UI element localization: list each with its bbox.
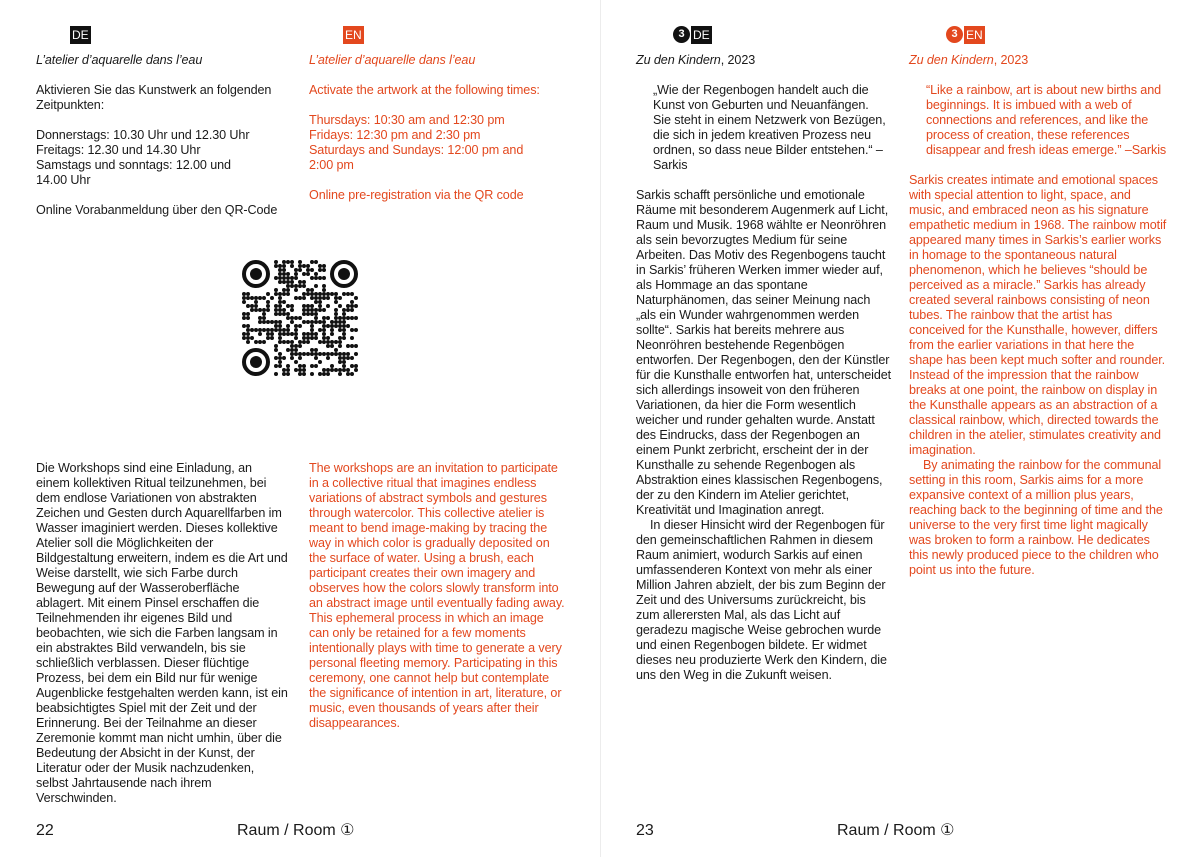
time-line: Saturdays and Sundays: 12:00 pm and 2:00 pm — [309, 143, 524, 172]
work-title-text: Zu den Kindern — [909, 53, 994, 67]
section-badge-de — [673, 26, 712, 44]
artist-quote: „Wie der Regenbogen handelt auch die Kunst von Geburten und Neuanfängen. Sie steht in einem Netzwerk von Bezügen, die sich in jedem kreativen Prozess neu ordnen, so dass neue Bilder entstehen.“ –Sarkis — [653, 83, 886, 172]
time-line: Fridays: 12:30 pm and 2:30 pm — [309, 128, 481, 142]
running-head: Raum / Room ① — [237, 822, 355, 839]
right-de-column — [636, 53, 892, 683]
left-de-column — [36, 53, 291, 218]
section-badge-en — [946, 26, 985, 44]
work-title — [636, 53, 892, 68]
registration-note: Online pre-registration via the QR code — [309, 188, 524, 202]
body-paragraph: Sarkis schafft persönliche und emotionale Räume mit besonderem Augenmerk auf Licht, Raum und Musik. 1968 wählte er Neonröhren als sein bevorzugtes Medium für seine Arbeiten. Das Motiv des Regenbogens taucht in Sarkis’ früheren Werken immer wieder auf, als Hommage an das spontane Naturphänomen, das seiner Meinung nach „als ein Wunder wahrgenommen werden sollte“. Sarkis hat bereits mehrere aus Neonröhren bestehende Regenbögen entworfen. Der Regenbogen, den der Künstler für die Kunsthalle entworfen hat, unterscheidet sich allerdings insoweit von den früheren Variationen, da hier die Form wesentlich weicher und runder gehalten wurde. Anstatt des Eindrucks, dass der Regenbogen an einem Punkt zerbricht, erscheint der in der Kunsthalle zu sehende Regenbogen als Abstraktion eines klassischen Regenbogens, der zu den Kindern im Atelier gerichtet, Kreativität und Imagination anregt. — [636, 188, 892, 517]
qr-code-graphic — [242, 260, 358, 376]
left-de-body — [36, 461, 288, 806]
right-en-column — [909, 53, 1167, 578]
language-badge-en — [343, 26, 364, 44]
section-title: L’atelier d’aquarelle dans l’eau — [36, 53, 203, 67]
body-paragraph: By animating the rainbow for the communal setting in this room, Sarkis aims for a more expansive context of a million plus years, reaching back to the beginning of time and the universe to the very first time light magically was broken to form a rainbow. He dedicates this newly produced piece to the children who point us into the future. — [909, 458, 1163, 577]
intro-text: Aktivieren Sie das Kunstwerk an folgenden Zeitpunkten: — [36, 83, 272, 112]
language-badge-de — [70, 26, 91, 44]
section-title: L’atelier d’aquarelle dans l’eau — [309, 53, 476, 67]
body-paragraph: The workshops are an invitation to participate in a collective ritual that imagines endless variations of abstract symbols and gestures through watercolor. This collective atelier is meant to bend image-making by tracing the way in which color is gradually deposited on the surface of water. Using a brush, each participant creates their own imagery and observes how the colors slowly transform into an abstract image until eventually fading away. This ephemeral process in which an image can only be retained for a few moments intentionally plays with time to generate a very personal fleeting memory. Participating in this ceremony, one cannot help but contemplate the significance of intention in art, literature, or music, even thousands of years after their disappearances. — [309, 461, 565, 730]
badge-de-label: DE — [693, 28, 710, 42]
body-paragraph: Die Workshops sind eine Einladung, an einem kollektiven Ritual teilzunehmen, bei dem endlose Variationen von abstrakten Zeichen und Gesten durch Aquarellfarben im Wasser imaginiert werden. Dieses kollektive Atelier soll die Möglichkeiten der Bildgestaltung erweitern, indem es die Art und Weise darstellt, wie sich Farbe durch Bewegung auf der Wasseroberfläche ablagert. Mit einem Pinsel erschaffen die Teilnehmenden ihr eigenes Bild und beobachten, wie sich die Farben langsam in ein abstraktes Bild verwandeln, bis sie schließlich verblassen. Dieser flüchtige Prozess, bei dem ein Bild nur für wenige Augenblicke festgehalten werden kann, ist ein beabsichtigtes Spiel mit der Zeit und der Erinnerung. Bei der Teilnahme an dieser Zeremonie kommt man nicht umhin, über die Bedeutung der Absicht in der Kunst, der Literatur oder der Musik nachzudenken, selbst Jahrtausende nach ihrem Verschwinden. — [36, 461, 288, 805]
time-line: Freitags: 12.30 und 14.30 Uhr — [36, 143, 201, 157]
badge-en-label: EN — [966, 28, 983, 42]
qr-code-icon[interactable] — [242, 260, 358, 376]
body-paragraph: In dieser Hinsicht wird der Regenbogen für den gemeinschaftlichen Rahmen in diesem Raum animiert, wodurch Sarkis auf einen umfassenderen Kontext von mehr als einer Million Jahren abzielt, der bis zum Beginn der Zeit und des Universums zurückreicht, bis zum allerersten Mal, als das Licht auf geradezu magische Weise gebrochen wurde und einen Regenbogen bildete. Er widmet dieses neu produzierte Werk den Kindern, die uns den Weg in die Zukunft weisen. — [636, 518, 887, 682]
page-number: 23 — [636, 822, 654, 839]
time-line: Samstags und sonntags: 12.00 und 14.00 Uhr — [36, 158, 231, 187]
badge-en-label: EN — [345, 28, 362, 42]
artist-quote: “Like a rainbow, art is about new births and beginnings. It is imbued with a web of connections and references, and like the process of creation, these references disappear and fresh ideas emerge.” –Sarkis — [926, 83, 1167, 157]
section-number-icon: 3 — [673, 26, 690, 43]
body-paragraph: Sarkis creates intimate and emotional spaces with special attention to light, space, and music, and embraced neon as his signature empathetic medium in 1968. The rainbow motif appeared many times in Sarkis’s earlier works in homage to the spontaneous natural phenomenon, which he believes “should be perceived as a miracle.” Sarkis has already created several rainbows consisting of neon tubes. The rainbow that the artist has conceived for the Kunsthalle, however, differs from the earlier variations in that here the shape has been kept much softer and rounder. Instead of the impression that the rainbow breaks at one point, the rainbow on display in the Kunsthalle appears as an abstraction of a classical rainbow, which, directed towards the children in the atelier, stimulates creativity and imagination. — [909, 173, 1167, 457]
intro-text: Activate the artwork at the following times: — [309, 83, 540, 97]
work-title — [909, 53, 1167, 68]
running-head: Raum / Room ① — [837, 822, 955, 839]
work-year: , 2023 — [993, 53, 1029, 67]
page-number: 22 — [36, 822, 54, 839]
spread-gutter — [600, 0, 601, 857]
time-line: Thursdays: 10:30 am and 12:30 pm — [309, 113, 505, 127]
work-year: , 2023 — [720, 53, 756, 67]
left-en-body — [309, 461, 567, 731]
registration-note: Online Vorabanmeldung über den QR-Code — [36, 203, 278, 217]
section-number-icon: 3 — [946, 26, 963, 43]
time-line: Donnerstags: 10.30 Uhr und 12.30 Uhr — [36, 128, 250, 142]
left-en-column — [309, 53, 569, 203]
badge-de-label: DE — [72, 28, 89, 42]
work-title-text: Zu den Kindern — [636, 53, 721, 67]
